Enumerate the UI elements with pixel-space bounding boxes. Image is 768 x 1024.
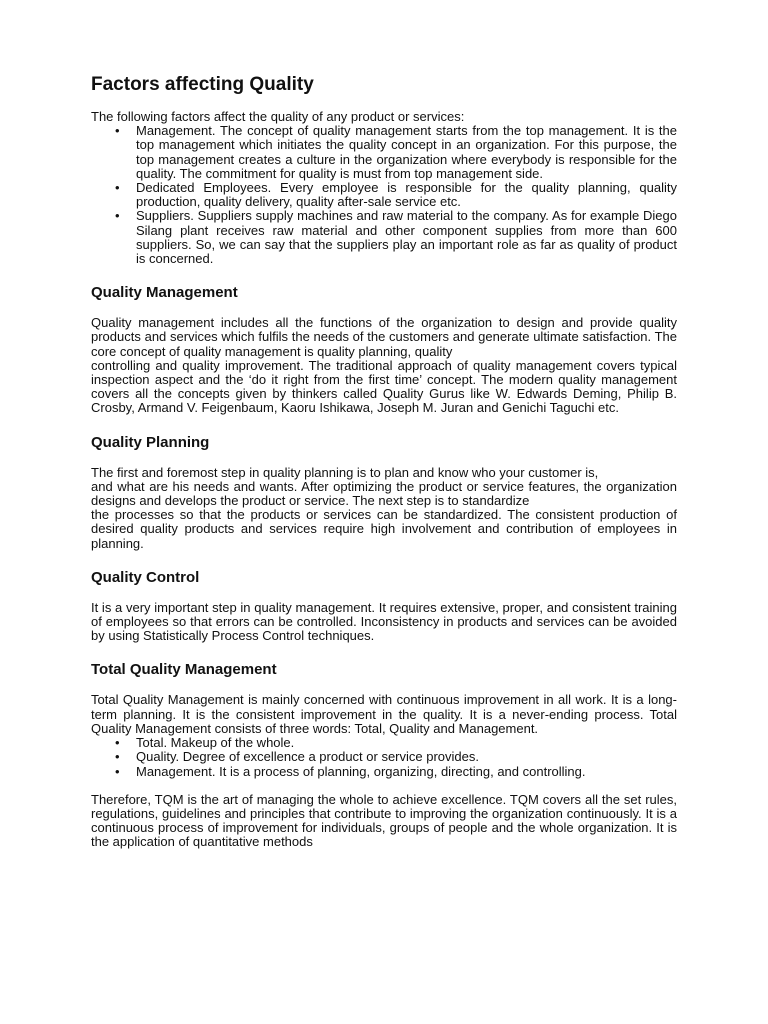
bullet-icon: • [115, 735, 120, 751]
section-heading-tqm: Total Quality Management [91, 661, 277, 679]
tqm-item-text: Quality. Degree of excellence a product or service provides. [136, 749, 479, 765]
spacer [91, 779, 677, 793]
list-item [91, 209, 677, 266]
list-item [91, 765, 677, 779]
list-item [91, 736, 677, 750]
bullet-icon: • [115, 180, 120, 196]
paragraph: The first and foremost step in quality planning is to plan and know who your customer is, [91, 464, 599, 480]
page-title: Factors affecting Quality [91, 74, 314, 95]
bullet-icon: • [115, 763, 120, 779]
paragraph: and what are his needs and wants. After optimizing the product or service features, the organization designs and develops the product or service. The next step is to standardize [91, 478, 677, 509]
factor-text: Suppliers. Suppliers supply machines and raw material to the company. As for example Diego Silang plant receives raw material and other component supplies from more than 600 suppliers. So, we can say that the suppliers play an important role as far as quality of product is concerned. [136, 208, 677, 267]
paragraph: Therefore, TQM is the art of managing the whole to achieve excellence. TQM covers all the set rules, regulations, guidelines and principles that contribute to improving the organization continuously. It is a continuous process of improvement for individuals, groups of people and the whole organization. It is the application of quantitative methods [91, 791, 677, 850]
tqm-item-text: Management. It is a process of planning, organizing, directing, and controlling. [136, 763, 586, 779]
bullet-icon: • [115, 208, 120, 224]
paragraph: the processes so that the products or services can be standardized. The consistent production of desired quality products and services require high involvement and contribution of employees in planning. [91, 507, 677, 551]
tqm-list [91, 736, 677, 779]
section-heading-quality-control: Quality Control [91, 568, 200, 586]
factor-text: Management. The concept of quality management starts from the top management. It is the top management which initiates the quality concept in an organization. For this purpose, the top management creates a culture in the organization where everybody is responsible for the quality. The commitment for quality is must from top management side. [136, 123, 677, 181]
paragraph: controlling and quality improvement. The traditional approach of quality management covers typical inspection aspect and the ‘do it right from the first time’ concept. The modern quality management covers all the concepts given by thinkers called Quality Gurus like W. Edwards Deming, Philip B. Crosby, Armand V. Feigenbaum, Kaoru Ishikawa, Joseph M. Juran and Genichi Taguchi etc. [91, 357, 677, 416]
section-heading-quality-planning: Quality Planning [91, 433, 210, 451]
list-item [91, 750, 677, 764]
document-page [91, 72, 677, 850]
intro-text: The following factors affect the quality of any product or services: [91, 109, 465, 124]
factors-list [91, 124, 677, 266]
section-heading-quality-management: Quality Management [91, 284, 238, 302]
factor-text: Dedicated Employees. Every employee is responsible for the quality planning, quality production, quality delivery, quality after-sale service etc. [136, 180, 677, 210]
paragraph: Total Quality Management is mainly concerned with continuous improvement in all work. It is a long-term planning. It is the consistent improvement in the quality. It is a never-ending process. Total Quality Management consists of three words: Total, Quality and Management. [91, 692, 677, 736]
bullet-icon: • [115, 123, 120, 139]
paragraph: It is a very important step in quality management. It requires extensive, proper, and consistent training of employees so that errors can be controlled. Inconsistency in products and services can be avoided by using Statistically Process Control techniques. [91, 599, 677, 644]
list-item [91, 124, 677, 181]
tqm-item-text: Total. Makeup of the whole. [136, 735, 295, 751]
bullet-icon: • [115, 749, 120, 765]
list-item [91, 181, 677, 209]
paragraph: Quality management includes all the functions of the organization to design and provide quality products and services which fulfils the needs of the customers and generate ultimate satisfaction. The core concept of quality management is quality planning, quality [91, 315, 677, 359]
